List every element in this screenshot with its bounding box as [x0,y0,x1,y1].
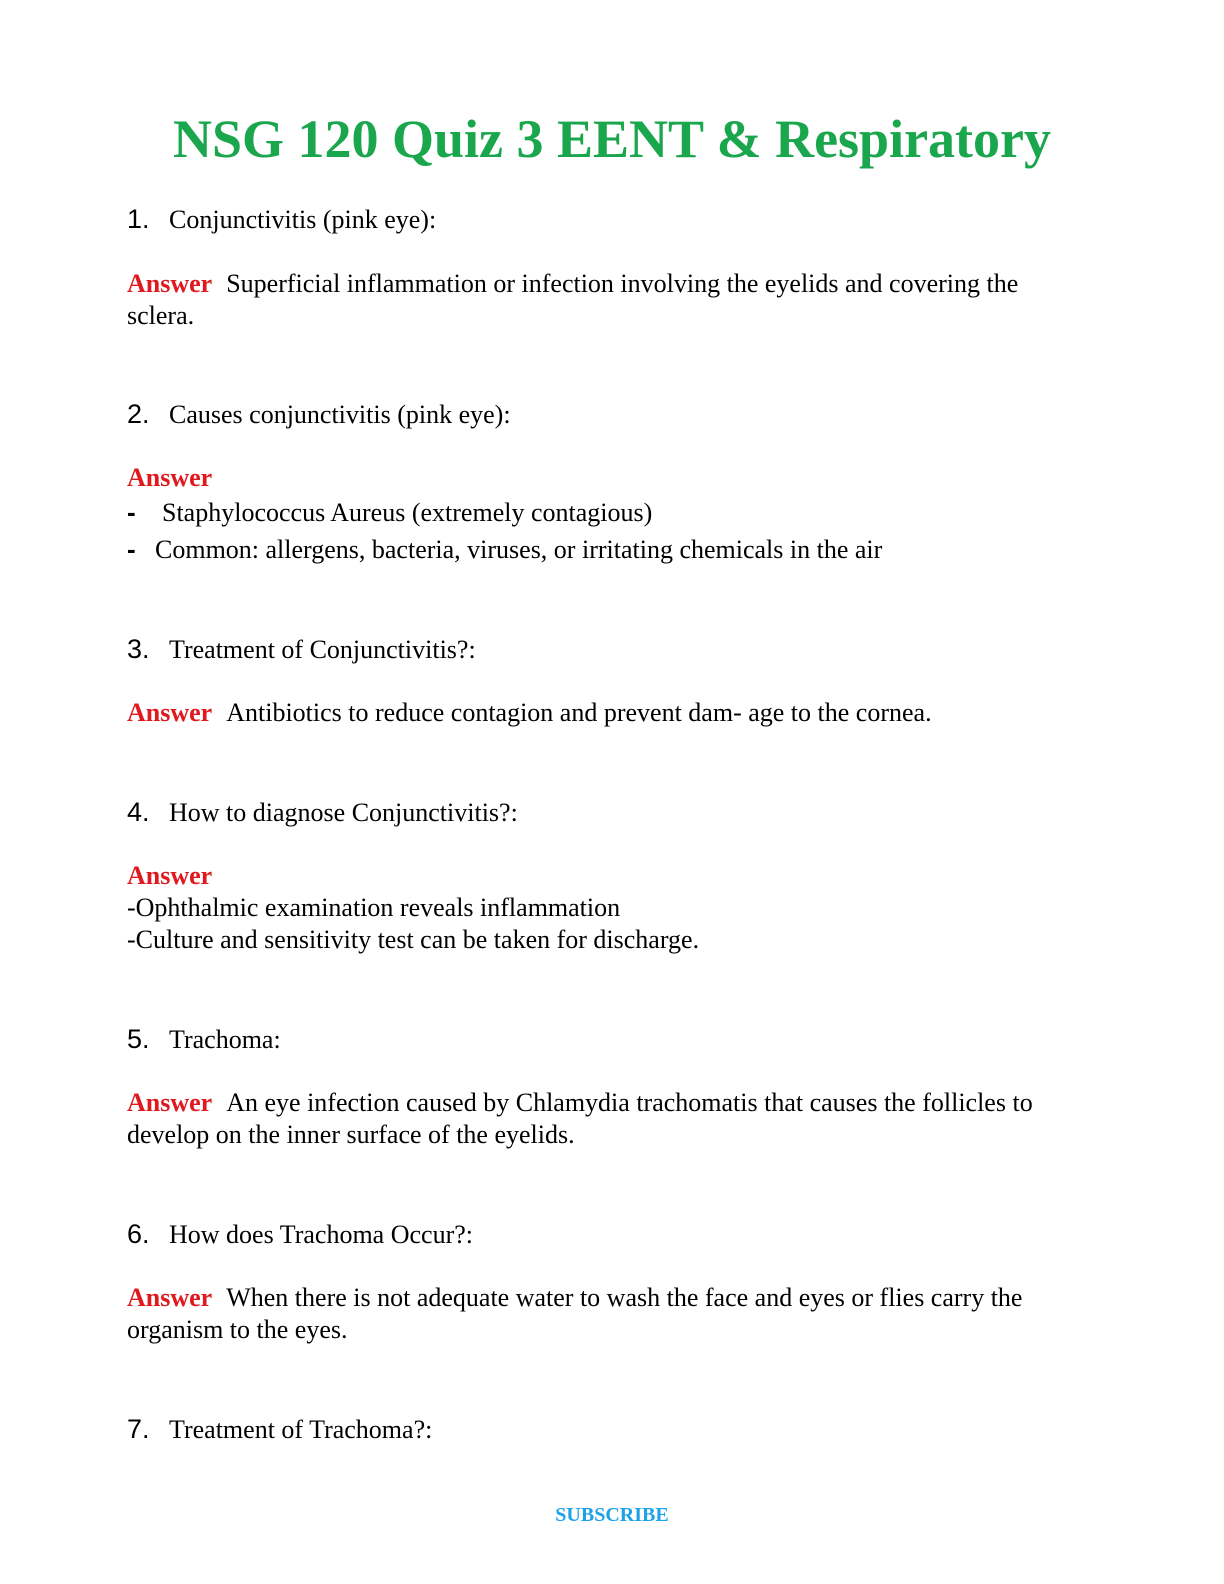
question-text: Treatment of Conjunctivitis?: [169,635,476,664]
question-2 [127,397,511,432]
question-text: Trachoma: [169,1025,281,1054]
question-5 [127,1022,281,1057]
question-6 [127,1217,473,1252]
answer-1 [127,268,1087,332]
answer-label: Answer [127,698,213,727]
question-text: How to diagnose Conjunctivitis?: [169,798,518,827]
answer-label: Answer [127,861,213,890]
question-3 [127,632,476,667]
question-number: 7. [127,1414,150,1444]
answer-label: Answer [127,1088,213,1117]
answer-5 [127,1087,1087,1151]
question-4 [127,795,518,830]
answer-label: Answer [127,269,213,298]
question-text: Treatment of Trachoma?: [169,1415,433,1444]
answer-text: When there is not adequate water to wash the face and eyes or flies carry the organism to the eyes. [127,1283,1023,1344]
question-1 [127,202,436,237]
question-7 [127,1412,432,1447]
subscribe-link[interactable]: SUBSCRIBE [555,1504,669,1526]
question-number: 5. [127,1024,150,1054]
page-title: NSG 120 Quiz 3 EENT & Respiratory [172,109,1052,169]
answer-bullet: - Common: allergens, bacteria, viruses, or irritating chemicals in the air [127,534,883,564]
answer-label: Answer [127,463,213,492]
answer-bullet: - Staphylococcus Aureus (extremely contagious) [127,497,653,527]
question-text: Causes conjunctivitis (pink eye): [169,400,511,429]
answer-text: Superficial inflammation or infection involving the eyelids and covering the sclera. [127,269,1019,330]
answer-4 [127,860,699,956]
answer-line: -Culture and sensitivity test can be taken for discharge. [127,925,700,954]
answer-2 [127,462,882,568]
question-number: 4. [127,797,150,827]
question-number: 6. [127,1219,150,1249]
answer-text: Antibiotics to reduce contagion and prevent dam- age to the cornea. [226,698,932,727]
answer-3 [127,697,1087,729]
question-text: Conjunctivitis (pink eye): [169,205,437,234]
question-text: How does Trachoma Occur?: [169,1220,473,1249]
question-number: 1. [127,204,150,234]
answer-6 [127,1282,1087,1346]
question-number: 3. [127,634,150,664]
answer-text: An eye infection caused by Chlamydia trachomatis that causes the follicles to develop on the inner surface of the eyelids. [127,1088,1033,1149]
question-number: 2. [127,399,150,429]
answer-line: -Ophthalmic examination reveals inflammation [127,893,621,922]
answer-label: Answer [127,1283,213,1312]
